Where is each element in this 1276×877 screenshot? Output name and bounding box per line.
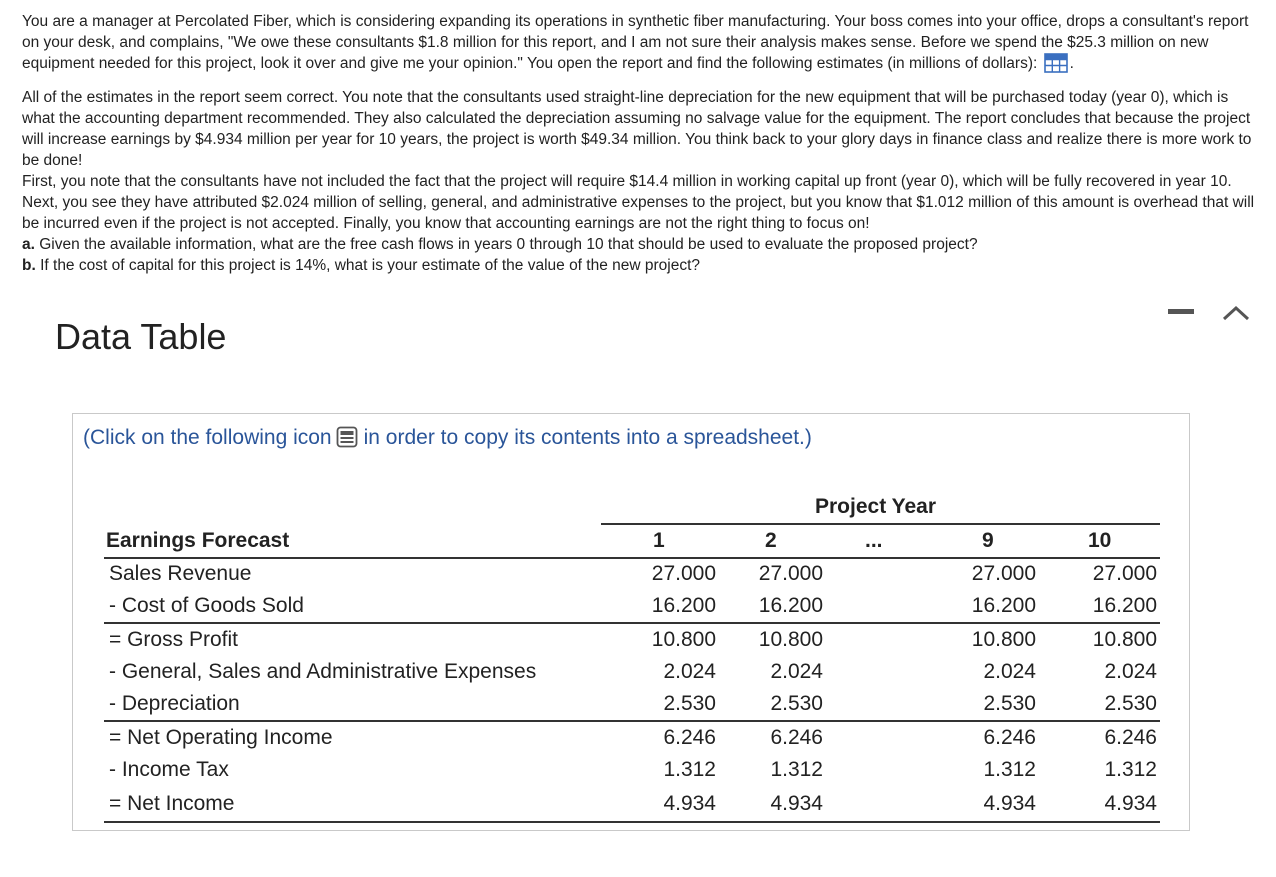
table-cell: 4.934 [770, 792, 823, 815]
table-cell: 1.312 [1104, 758, 1157, 781]
table-cell: 2.530 [770, 692, 823, 715]
minimize-icon[interactable] [1168, 303, 1196, 323]
grid-table-icon[interactable] [1044, 53, 1068, 79]
row-label: Sales Revenue [109, 562, 252, 585]
table-cell: 16.200 [1092, 594, 1157, 617]
table-cell: 4.934 [983, 792, 1036, 815]
problem-paragraph-1-end: . [1069, 55, 1074, 72]
table-cell: 27.000 [651, 562, 716, 585]
column-header-rule [104, 557, 1160, 559]
problem-paragraph-1-text: You are a manager at Percolated Fiber, which is considering expanding its operations in synthetic fiber manufacturing. Your boss comes into your office, drops a consultant's report on your desk, and complains, "We owe these consultants $1.8 million for this report, and I am not sure their analysis makes sense. Before we spend the $25.3 million on new equipment needed for this project, look it over and give me your opinion." You open the report and find the following estimates (in millions of dollars): [22, 13, 1249, 72]
problem-paragraph-1 [22, 11, 1262, 79]
table-cell: 1.312 [983, 758, 1036, 781]
question-b [22, 255, 1262, 276]
column-header-year-1: 1 [653, 529, 665, 552]
table-cell: 10.800 [651, 628, 716, 651]
table-cell: 2.024 [770, 660, 823, 683]
question-a-label: a. [22, 236, 35, 253]
row-label: - General, Sales and Administrative Expenses [109, 660, 537, 683]
table-cell: 2.024 [983, 660, 1036, 683]
modal-title: Data Table [55, 316, 227, 357]
table-cell: 27.000 [971, 562, 1036, 585]
earnings-forecast-header: Earnings Forecast [106, 529, 290, 552]
row-label: - Depreciation [109, 692, 240, 715]
table-cell: 10.800 [1092, 628, 1157, 651]
copy-instruction-suffix: in order to copy its contents into a spreadsheet.) [363, 426, 812, 449]
row-label: = Net Income [109, 792, 235, 815]
table-cell: 2.530 [663, 692, 716, 715]
table-cell: 2.024 [663, 660, 716, 683]
header-rule [601, 523, 1160, 525]
table-cell: 6.246 [983, 726, 1036, 749]
problem-paragraph-2: All of the estimates in the report seem correct. You note that the consultants used straight-line depreciation for the new equipment that will be purchased today (year 0), which is what the accounting department recommended. They also calculated the depreciation assuming no salvage value for the equipment. The report concludes that because the project will increase earnings by $4.934 million per year for 10 years, the project is worth $49.34 million. You think back to your glory days in finance class and realize there is more work to be done! [22, 89, 1252, 169]
chevron-up-icon[interactable] [1221, 303, 1249, 323]
column-header-year-9: 9 [982, 529, 994, 552]
table-cell: 6.246 [663, 726, 716, 749]
subtotal-rule [104, 720, 1160, 722]
row-label: = Net Operating Income [109, 726, 333, 749]
table-cell: 2.530 [1104, 692, 1157, 715]
table-cell: 10.800 [971, 628, 1036, 651]
table-cell: 4.934 [663, 792, 716, 815]
column-header-year-10: 10 [1088, 529, 1112, 552]
table-cell: 2.024 [1104, 660, 1157, 683]
table-cell: 6.246 [770, 726, 823, 749]
table-cell: 1.312 [770, 758, 823, 781]
table-cell: 16.200 [758, 594, 823, 617]
subtotal-rule [104, 821, 1160, 823]
question-a-text: Given the available information, what are the free cash flows in years 0 through 10 that should be used to evaluate the proposed project? [34, 236, 978, 253]
question-b-text: If the cost of capital for this project is 14%, what is your estimate of the value of the new project? [35, 257, 701, 274]
row-label: - Cost of Goods Sold [109, 594, 304, 617]
table-cell: 16.200 [971, 594, 1036, 617]
table-cell: 6.246 [1104, 726, 1157, 749]
project-year-header: Project Year [815, 495, 937, 518]
table-cell: 27.000 [758, 562, 823, 585]
copy-instruction-prefix: (Click on the following icon [83, 426, 332, 449]
table-cell: 1.312 [663, 758, 716, 781]
row-label: - Income Tax [109, 758, 229, 781]
row-label: = Gross Profit [109, 628, 238, 651]
table-cell: 27.000 [1092, 562, 1157, 585]
table-cell: 4.934 [1104, 792, 1157, 815]
problem-paragraph-3: First, you note that the consultants have not included the fact that the project will require $14.4 million in working capital up front (year 0), which will be fully recovered in year 10. Next, you see they have attributed $2.024 million of selling, general, and administrative expenses to the project, but you know that $1.012 million of this amount is overhead that will be incurred even if the project is not accepted. Finally, you know that accounting earnings are not the right thing to focus on! [22, 173, 1255, 232]
column-header-year-2: 2 [765, 529, 777, 552]
earnings-forecast-table [73, 414, 1189, 830]
question-b-label: b. [22, 257, 36, 274]
table-cell: 16.200 [651, 594, 716, 617]
table-cell: 2.530 [983, 692, 1036, 715]
subtotal-rule [104, 622, 1160, 624]
data-table-panel [72, 413, 1190, 831]
question-a [22, 234, 1262, 255]
column-header-ellipsis: ... [865, 529, 883, 552]
problem-statement [22, 11, 1262, 276]
table-cell: 10.800 [758, 628, 823, 651]
